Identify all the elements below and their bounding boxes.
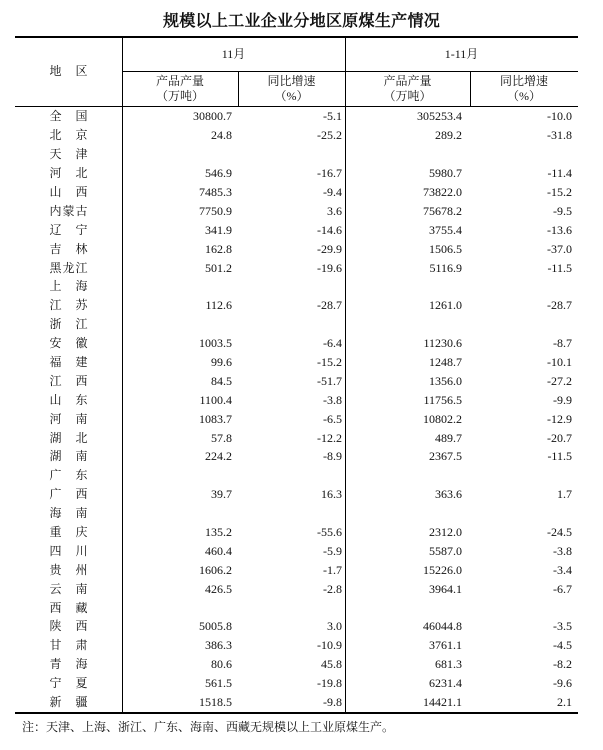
region-cell — [15, 336, 122, 350]
ytd-growth-cell: -4.5 — [553, 638, 572, 653]
region-name: 广 东 — [49, 468, 88, 483]
nov-growth-cell: -12.2 — [317, 430, 342, 445]
nov-output-cell: 5005.8 — [199, 619, 232, 634]
column-header-title: 同比增速 — [499, 74, 548, 88]
nov-growth-cell: -51.7 — [317, 373, 342, 388]
region-cell — [15, 449, 122, 463]
region-name: 河 南 — [49, 411, 88, 426]
ytd-output-cell: 11230.6 — [423, 336, 462, 351]
nov-output-cell: 30800.7 — [193, 109, 232, 124]
nov-growth-cell: -14.6 — [317, 222, 342, 237]
nov-output-cell: 426.5 — [205, 581, 232, 596]
region-cell — [15, 204, 122, 218]
table-row — [15, 541, 578, 560]
region-cell — [15, 242, 122, 256]
region-cell — [15, 393, 122, 407]
ytd-output-cell: 3755.4 — [429, 222, 462, 237]
region-cell — [15, 374, 122, 388]
ytd-growth-cell: -9.6 — [553, 676, 572, 691]
nov-growth-cell: -25.2 — [317, 128, 342, 143]
nov-output-cell: 1100.4 — [199, 392, 232, 407]
table-row — [15, 371, 578, 390]
column-header-nov-output — [122, 72, 238, 106]
ytd-growth-cell: 1.7 — [557, 487, 572, 502]
table-row — [15, 353, 578, 372]
region-name: 重 庆 — [49, 525, 88, 540]
nov-output-cell: 1083.7 — [199, 411, 232, 426]
table-row — [15, 409, 578, 428]
ytd-output-cell: 489.7 — [435, 430, 462, 445]
ytd-growth-cell: -28.7 — [547, 298, 572, 313]
ytd-output-cell: 2367.5 — [429, 449, 462, 464]
ytd-output-cell: 73822.0 — [423, 185, 462, 199]
nov-output-cell: 39.7 — [211, 487, 232, 502]
table-row — [15, 220, 578, 239]
region-cell — [15, 128, 122, 142]
region-cell — [15, 261, 122, 275]
region-cell — [15, 431, 122, 445]
region-cell — [15, 657, 122, 671]
ytd-growth-cell: -10.1 — [547, 355, 572, 370]
table-row — [15, 693, 578, 712]
ytd-output-cell: 75678.2 — [423, 203, 462, 218]
table-row — [15, 447, 578, 466]
region-name: 青 海 — [49, 657, 88, 672]
region-name: 福 建 — [49, 355, 88, 370]
table-row — [15, 145, 578, 164]
nov-growth-cell: -29.9 — [317, 241, 342, 256]
ytd-growth-cell: -8.2 — [553, 657, 572, 672]
region-cell — [15, 676, 122, 690]
nov-growth-cell: -16.7 — [317, 166, 342, 181]
table-row — [15, 164, 578, 183]
column-header-unit: （万吨） — [155, 89, 204, 103]
table-row — [15, 617, 578, 636]
region-name: 安 徽 — [49, 336, 88, 351]
ytd-growth-cell: -31.8 — [547, 128, 572, 143]
ytd-output-cell: 1248.7 — [429, 355, 462, 370]
nov-output-cell: 57.8 — [211, 430, 232, 445]
ytd-growth-cell: -3.5 — [553, 619, 572, 634]
ytd-growth-cell: -13.6 — [547, 222, 572, 237]
region-cell — [15, 279, 122, 293]
ytd-growth-cell: -6.7 — [553, 581, 572, 596]
ytd-growth-cell: -3.4 — [553, 562, 572, 577]
region-name: 湖 北 — [49, 430, 88, 445]
region-cell — [15, 412, 122, 426]
region-cell — [15, 601, 122, 615]
region-name: 广 西 — [49, 487, 88, 502]
group-header-jan-nov: 1-11月 — [444, 46, 479, 61]
nov-growth-cell: -15.2 — [317, 355, 342, 370]
nov-growth-cell: -5.1 — [323, 109, 342, 124]
region-name: 湖 南 — [49, 449, 88, 464]
table-row — [15, 390, 578, 409]
ytd-growth-cell: -12.9 — [547, 411, 572, 426]
ytd-growth-cell: -15.2 — [547, 185, 572, 199]
nov-output-cell: 84.5 — [211, 373, 232, 388]
ytd-growth-cell: -20.7 — [547, 430, 572, 445]
region-name: 贵 州 — [49, 562, 88, 577]
table-row — [15, 334, 578, 353]
region-cell — [15, 487, 122, 501]
group-header-november: 11月 — [221, 46, 246, 61]
ytd-output-cell: 681.3 — [435, 657, 462, 672]
ytd-output-cell: 1506.5 — [429, 241, 462, 256]
ytd-output-cell: 5587.0 — [429, 543, 462, 558]
nov-output-cell: 386.3 — [205, 638, 232, 653]
nov-output-cell: 1518.5 — [199, 695, 232, 710]
region-cell — [15, 525, 122, 539]
table-row — [15, 636, 578, 655]
region-cell — [15, 317, 122, 331]
column-header-title: 产品产量 — [155, 74, 204, 88]
region-cell — [15, 544, 122, 558]
region-cell — [15, 563, 122, 577]
nov-growth-cell: 45.8 — [321, 657, 342, 672]
nov-output-cell: 135.2 — [205, 525, 232, 540]
nov-output-cell: 80.6 — [211, 657, 232, 672]
column-header-unit: （%） — [274, 89, 309, 103]
region-cell — [15, 298, 122, 312]
nov-growth-cell: -8.9 — [323, 449, 342, 464]
nov-growth-cell: -2.8 — [323, 581, 342, 596]
ytd-output-cell: 5980.7 — [429, 166, 462, 181]
region-name: 云 南 — [49, 581, 88, 596]
ytd-growth-cell: -9.9 — [553, 392, 572, 407]
region-name: 甘 肃 — [49, 638, 88, 653]
nov-growth-cell: 3.0 — [327, 619, 342, 634]
region-cell — [15, 695, 122, 709]
region-name: 山 东 — [49, 392, 88, 407]
nov-growth-cell: -19.8 — [317, 676, 342, 691]
region-cell — [15, 506, 122, 520]
table-row — [15, 579, 578, 598]
nov-growth-cell: -9.8 — [323, 695, 342, 710]
nov-output-cell: 1003.5 — [199, 336, 232, 351]
region-name: 天 津 — [49, 147, 88, 162]
footnote: 注：天津、上海、浙江、广东、海南、西藏无规模以上工业原煤生产。 — [22, 720, 395, 734]
region-cell — [15, 109, 122, 123]
ytd-output-cell: 6231.4 — [429, 676, 462, 691]
column-header-title: 同比增速 — [267, 74, 316, 88]
column-header-nov-growth — [238, 72, 345, 106]
nov-output-cell: 1606.2 — [199, 562, 232, 577]
region-name: 内蒙古 — [49, 203, 88, 218]
ytd-growth-cell: -3.8 — [553, 543, 572, 558]
table-bottom-rule — [15, 712, 578, 714]
page-title: 规模以上工业企业分地区原煤生产情况 — [162, 11, 441, 30]
table-row — [15, 560, 578, 579]
region-name: 西 藏 — [49, 600, 88, 615]
ytd-output-cell: 46044.8 — [423, 619, 462, 634]
ytd-growth-cell: -11.4 — [547, 166, 572, 181]
region-name: 吉 林 — [49, 241, 88, 256]
table-row — [15, 277, 578, 296]
ytd-growth-cell: -10.0 — [547, 109, 572, 124]
column-header-ytd-growth — [470, 72, 578, 106]
region-cell — [15, 355, 122, 369]
nov-growth-cell: -5.9 — [323, 543, 342, 558]
table-row — [15, 428, 578, 447]
region-cell — [15, 166, 122, 180]
nov-growth-cell: 16.3 — [321, 487, 342, 502]
nov-output-cell: 112.6 — [205, 298, 232, 313]
ytd-growth-cell: 2.1 — [557, 695, 572, 710]
region-name: 宁 夏 — [49, 676, 88, 691]
nov-output-cell: 224.2 — [205, 449, 232, 464]
region-name: 黑龙江 — [49, 260, 88, 275]
region-name: 江 苏 — [49, 298, 88, 313]
column-header-ytd-output — [345, 72, 470, 106]
ytd-output-cell: 3761.1 — [429, 638, 462, 653]
region-name: 新 疆 — [49, 695, 88, 710]
nov-output-cell: 99.6 — [211, 355, 232, 370]
ytd-output-cell: 289.2 — [435, 128, 462, 143]
ytd-growth-cell: -11.5 — [547, 260, 572, 275]
region-name: 陕 西 — [49, 619, 88, 634]
ytd-output-cell: 15226.0 — [423, 562, 462, 577]
nov-growth-cell: -55.6 — [317, 525, 342, 540]
region-name: 海 南 — [49, 506, 88, 521]
nov-output-cell: 162.8 — [205, 241, 232, 256]
region-cell — [15, 582, 122, 596]
region-cell — [15, 638, 122, 652]
ytd-output-cell: 1261.0 — [429, 298, 462, 313]
table-row — [15, 126, 578, 145]
ytd-output-cell: 3964.1 — [429, 581, 462, 596]
ytd-growth-cell: -8.7 — [553, 336, 572, 351]
nov-growth-cell: -1.7 — [323, 562, 342, 577]
ytd-output-cell: 2312.0 — [429, 525, 462, 540]
ytd-output-cell: 305253.4 — [417, 109, 462, 124]
nov-output-cell: 341.9 — [205, 222, 232, 237]
region-name: 河 北 — [49, 166, 88, 181]
table-row — [15, 655, 578, 674]
region-header: 地 区 — [49, 64, 88, 78]
ytd-output-cell: 14421.1 — [423, 695, 462, 710]
table-row — [15, 201, 578, 220]
region-name: 江 西 — [49, 373, 88, 388]
nov-growth-cell: -19.6 — [317, 260, 342, 275]
region-cell — [15, 147, 122, 161]
nov-growth-cell: 3.6 — [327, 203, 342, 218]
table-body — [15, 107, 578, 712]
nov-output-cell: 24.8 — [211, 128, 232, 143]
column-header-title: 产品产量 — [383, 74, 432, 88]
nov-growth-cell: -3.8 — [323, 392, 342, 407]
ytd-output-cell: 5116.9 — [429, 260, 462, 275]
nov-output-cell: 460.4 — [205, 543, 232, 558]
region-name: 辽 宁 — [49, 222, 88, 237]
ytd-growth-cell: -11.5 — [547, 449, 572, 464]
table-row — [15, 315, 578, 334]
ytd-output-cell: 10802.2 — [423, 411, 462, 426]
region-name: 北 京 — [49, 128, 88, 143]
table-row — [15, 239, 578, 258]
ytd-growth-cell: -37.0 — [547, 241, 572, 256]
nov-growth-cell: -6.5 — [323, 411, 342, 426]
table-row — [15, 598, 578, 617]
region-name: 山 西 — [49, 185, 88, 199]
ytd-growth-cell: -24.5 — [547, 525, 572, 540]
nov-growth-cell: -6.4 — [323, 336, 342, 351]
nov-output-cell: 546.9 — [205, 166, 232, 181]
nov-growth-cell: -10.9 — [317, 638, 342, 653]
table-row — [15, 485, 578, 504]
ytd-output-cell: 363.6 — [435, 487, 462, 502]
region-cell — [15, 468, 122, 482]
table-row — [15, 466, 578, 485]
region-name: 全 国 — [49, 109, 88, 124]
ytd-growth-cell: -9.5 — [553, 203, 572, 218]
nov-output-cell: 7750.9 — [199, 203, 232, 218]
table-row — [15, 107, 578, 126]
table-row — [15, 674, 578, 693]
ytd-output-cell: 11756.5 — [423, 392, 462, 407]
table-row — [15, 183, 578, 202]
region-cell — [15, 185, 122, 199]
column-header-unit: （%） — [507, 89, 541, 103]
region-cell — [15, 619, 122, 633]
nov-growth-cell: -9.4 — [323, 185, 342, 199]
table-row — [15, 523, 578, 542]
region-name: 上 海 — [49, 279, 88, 294]
nov-output-cell: 7485.3 — [199, 185, 232, 199]
nov-output-cell: 501.2 — [205, 260, 232, 275]
ytd-growth-cell: -27.2 — [547, 373, 572, 388]
column-header-unit: （万吨） — [383, 89, 432, 103]
region-cell — [15, 223, 122, 237]
ytd-output-cell: 1356.0 — [429, 373, 462, 388]
table-row — [15, 296, 578, 315]
table-row — [15, 504, 578, 523]
region-name: 四 川 — [49, 543, 88, 558]
region-header-cell — [15, 37, 122, 106]
region-name: 浙 江 — [49, 317, 88, 332]
nov-growth-cell: -28.7 — [317, 298, 342, 313]
nov-output-cell: 561.5 — [205, 676, 232, 691]
table-row — [15, 258, 578, 277]
